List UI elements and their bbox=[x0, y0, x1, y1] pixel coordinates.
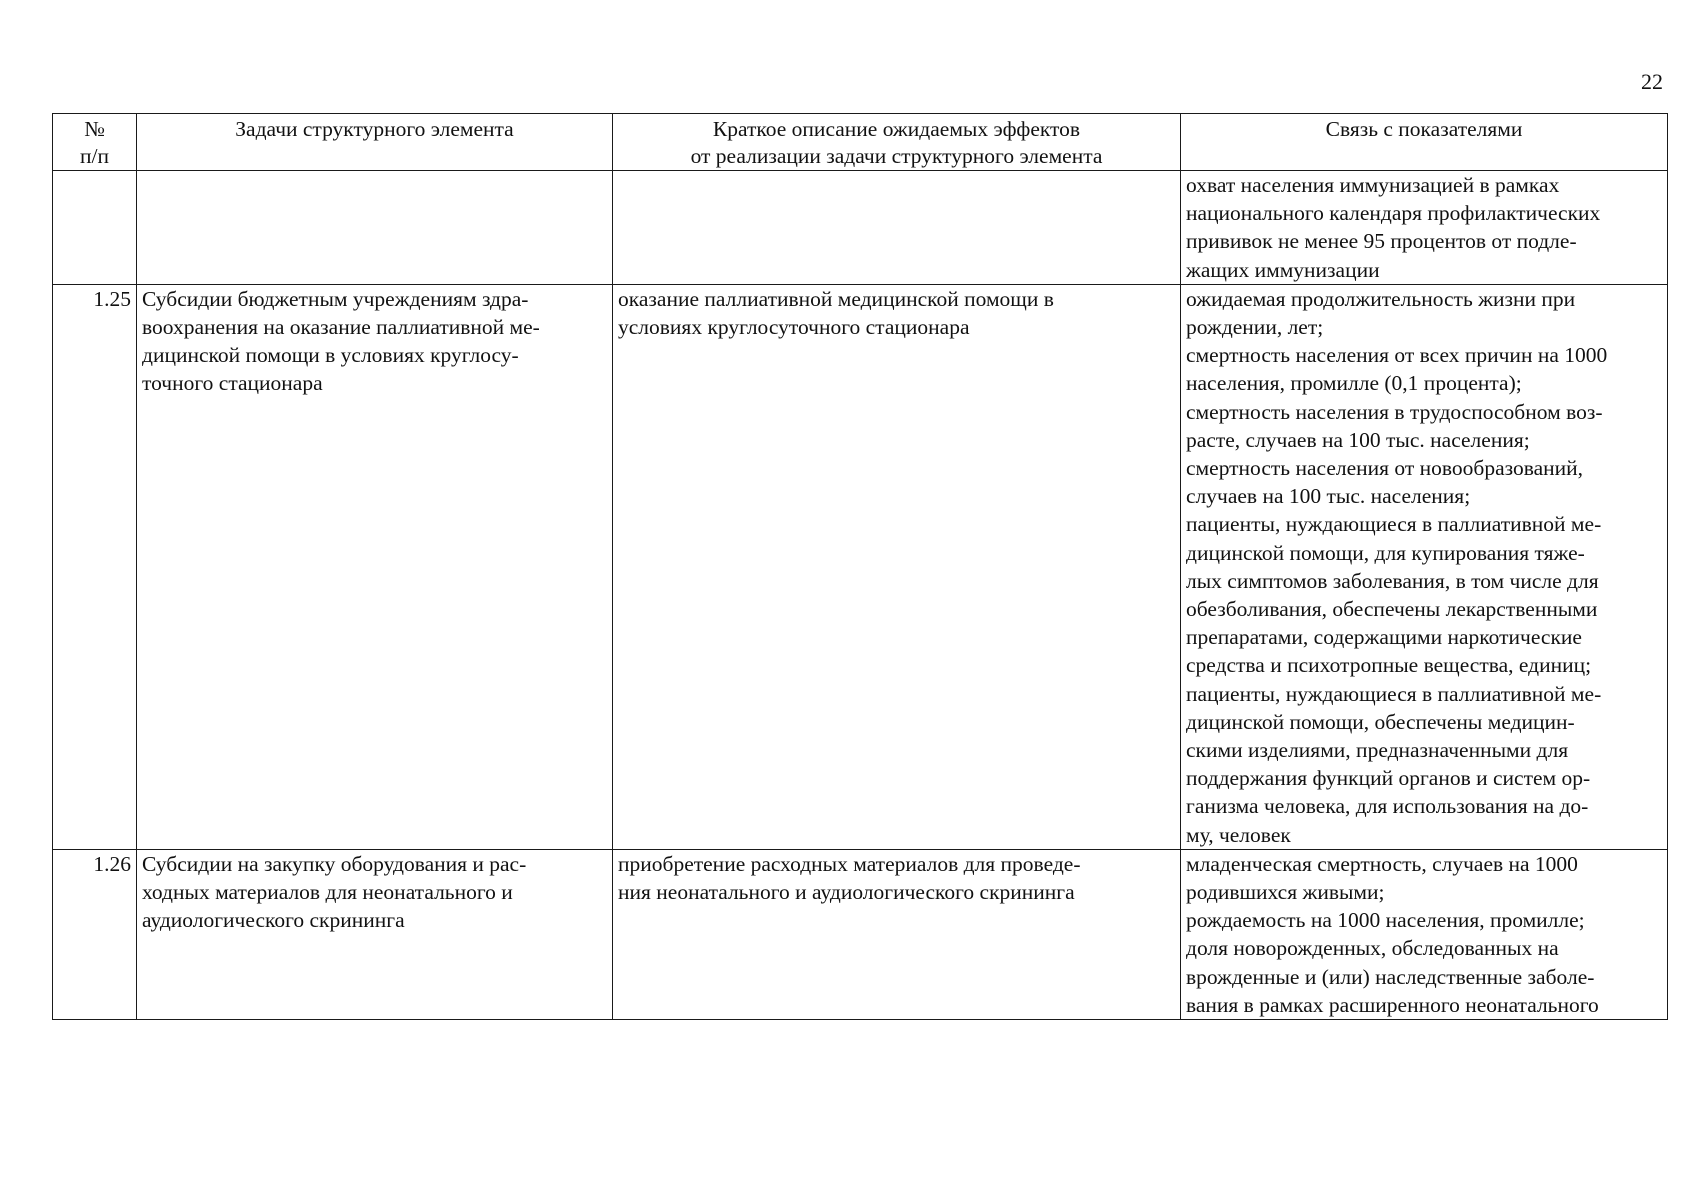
row-effects: приобретение расходных материалов для проведе- ния неонатального и аудиологического скрининга bbox=[613, 849, 1181, 1019]
header-number: № п/п bbox=[53, 114, 137, 171]
row-number: 1.25 bbox=[53, 284, 137, 849]
table-row bbox=[53, 284, 1668, 849]
row-indicators: охват населения иммунизацией в рамках национального календаря профилактических прививок не менее 95 процентов от подле- жащих иммунизации bbox=[1181, 171, 1668, 285]
structural-element-table bbox=[52, 113, 1668, 1020]
page-number: 22 bbox=[1641, 69, 1663, 94]
table-row bbox=[53, 171, 1668, 285]
row-number: 1.26 bbox=[53, 849, 137, 1019]
table-header-row bbox=[53, 114, 1668, 171]
row-number bbox=[53, 171, 137, 285]
row-task bbox=[137, 171, 613, 285]
row-task: Субсидии на закупку оборудования и рас- ходных материалов для неонатального и аудиологического скрининга bbox=[137, 849, 613, 1019]
row-effects: оказание паллиативной медицинской помощи в условиях круглосуточного стационара bbox=[613, 284, 1181, 849]
row-task: Субсидии бюджетным учреждениям здра- воохранения на оказание паллиативной ме- дицинской помощи в условиях круглосу- точного стационара bbox=[137, 284, 613, 849]
row-indicators: ожидаемая продолжительность жизни при рождении, лет; смертность населения от всех причин на 1000 населения, промилле (0,1 процента); смертность населения в трудоспособном воз- расте, случаев на 100 тыс. населения; смертность населения от новообразований, случаев на 100 тыс. населения; пациенты, нуждающиеся в паллиативной ме- дицинской помощи, для купирования тяже- лых симптомов заболевания, в том числе для обезболивания, обеспечены лекарственными препаратами, содержащими наркотические средства и психотропные вещества, единиц; пациенты, нуждающиеся в паллиативной ме- дицинской помощи, обеспечены медицин- скими изделиями, предназначенными для поддержания функций органов и систем ор- ганизма человека, для использования на до- му, человек bbox=[1181, 284, 1668, 849]
row-effects bbox=[613, 171, 1181, 285]
header-effects: Краткое описание ожидаемых эффектов от реализации задачи структурного элемента bbox=[613, 114, 1181, 171]
row-indicators: младенческая смертность, случаев на 1000 родившихся живыми; рождаемость на 1000 населения, промилле; доля новорожденных, обследованных на врожденные и (или) наследственные заболе- вания в рамках расширенного неонатального bbox=[1181, 849, 1668, 1019]
header-tasks: Задачи структурного элемента bbox=[137, 114, 613, 171]
header-indicators: Связь с показателями bbox=[1181, 114, 1668, 171]
table-row bbox=[53, 849, 1668, 1019]
